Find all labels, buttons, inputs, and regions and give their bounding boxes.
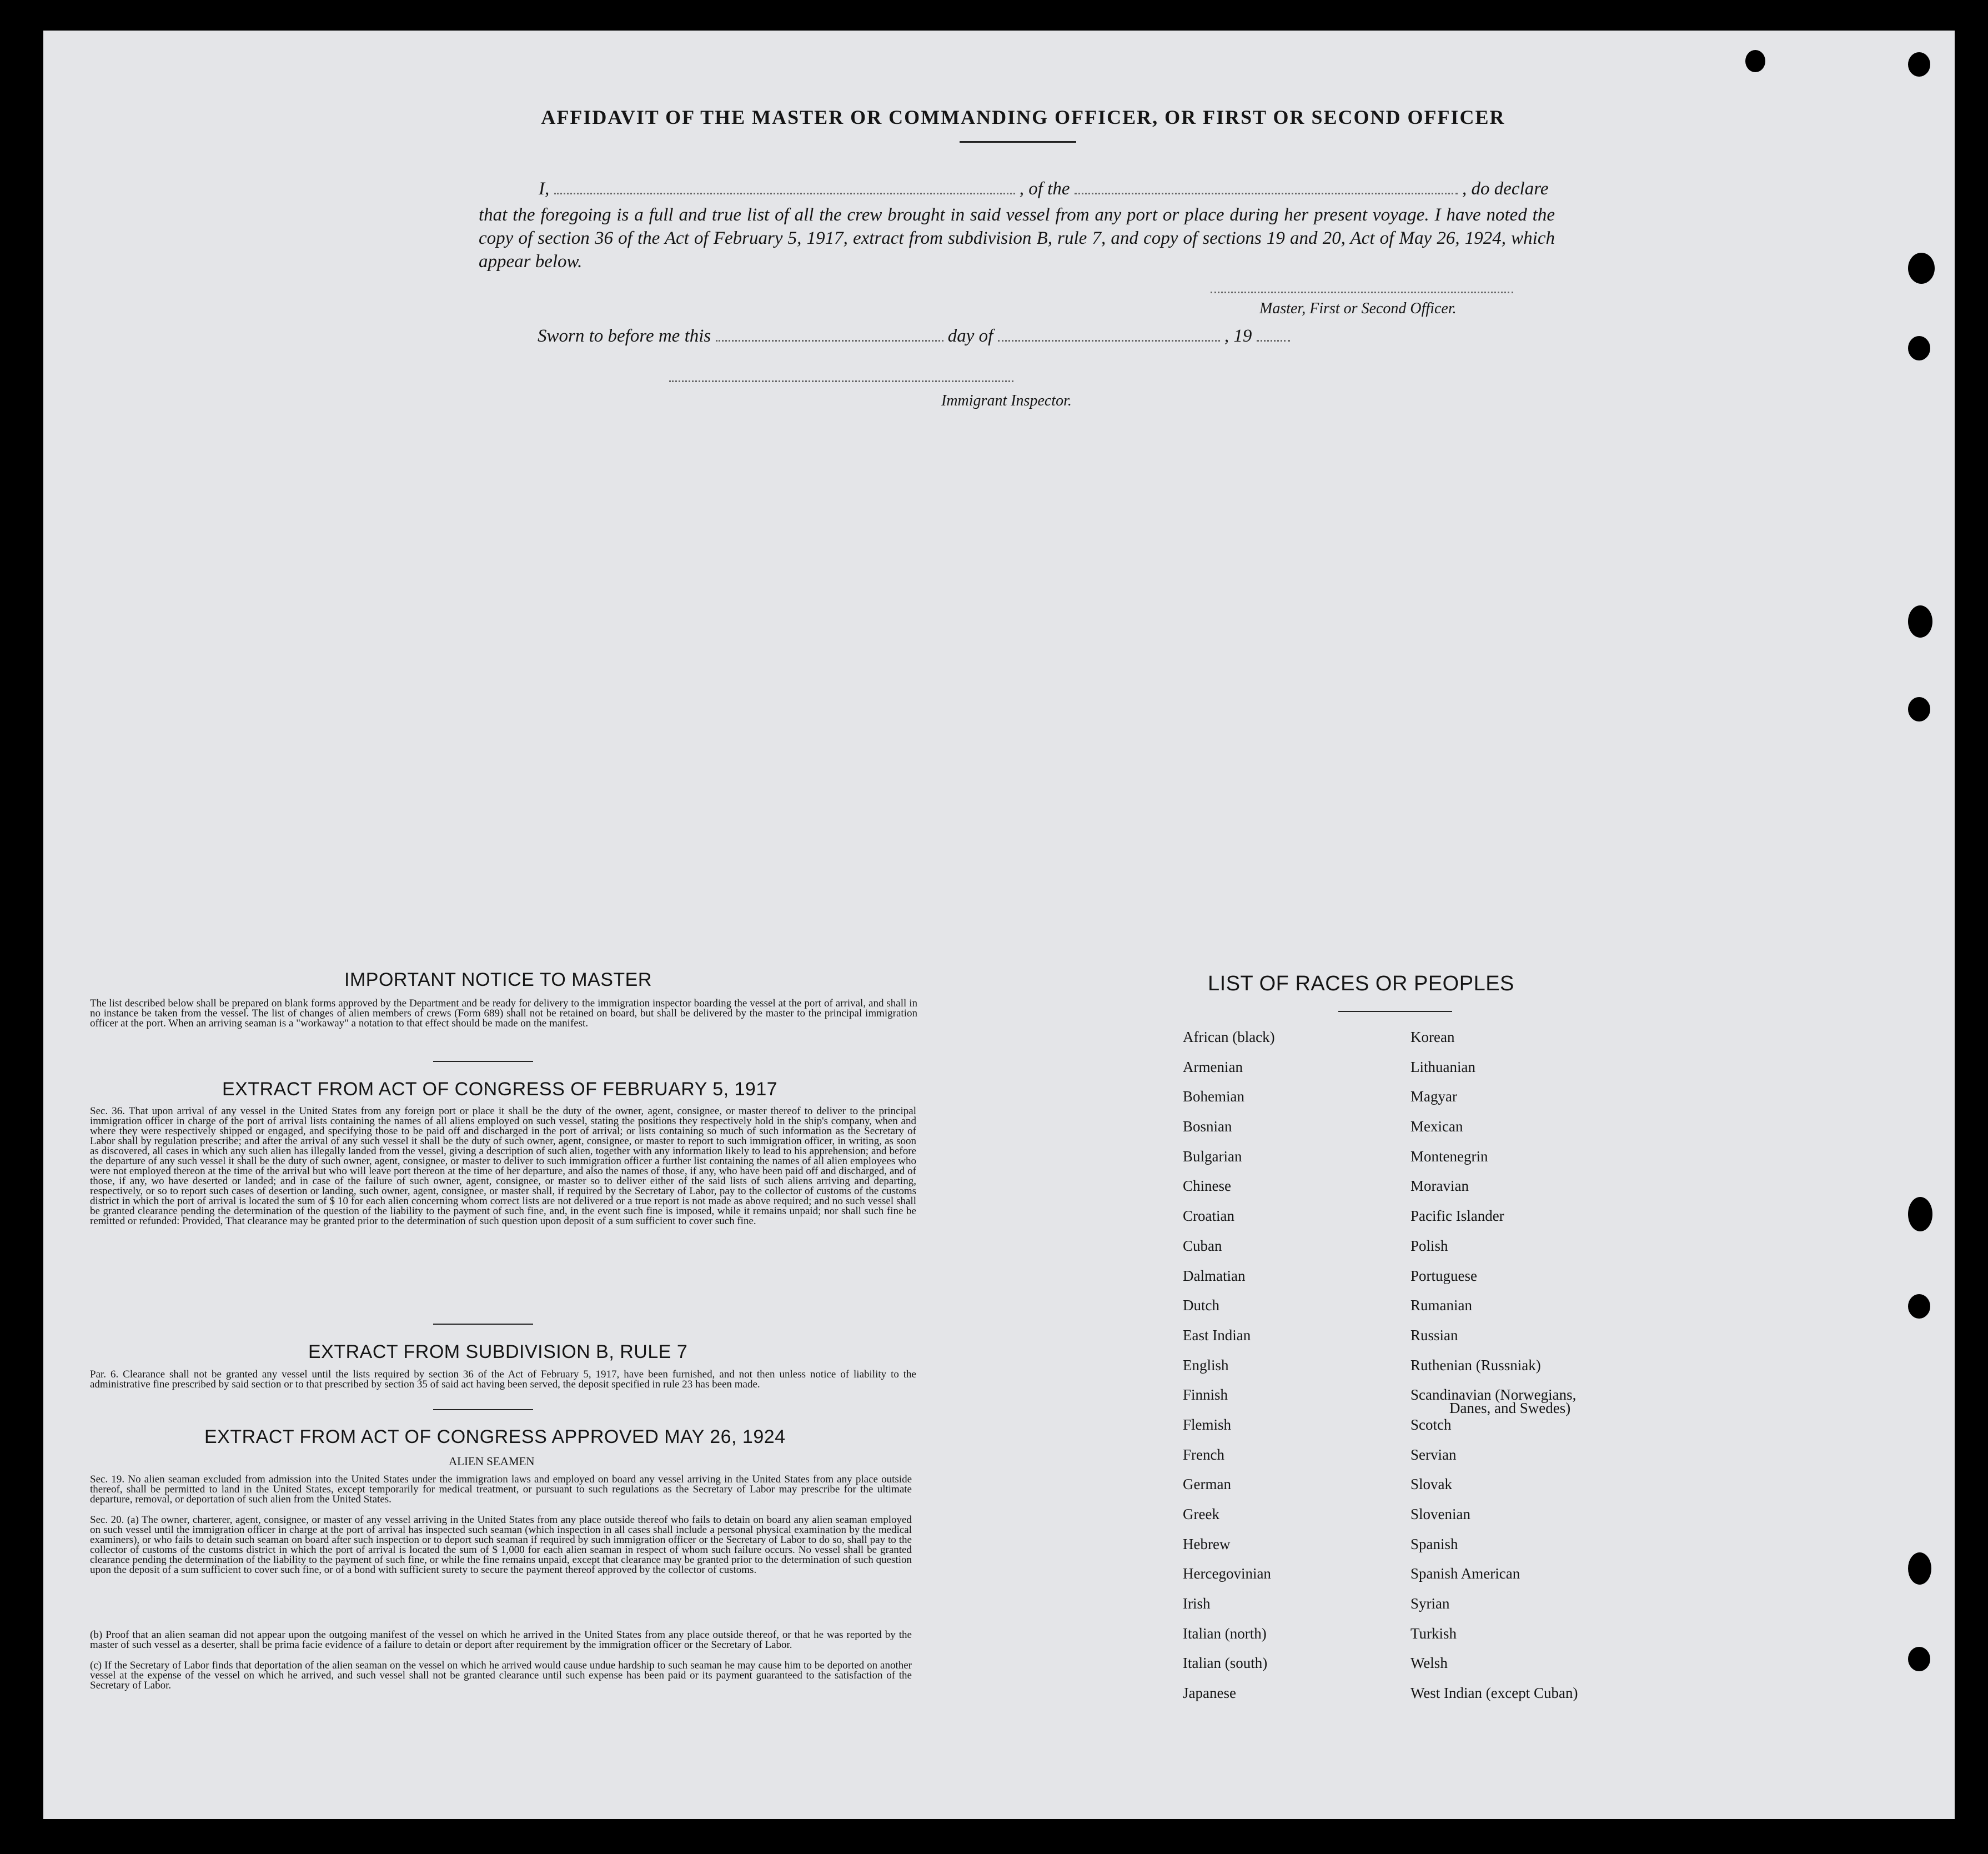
inspector-signature-label: Immigrant Inspector. xyxy=(941,392,1072,409)
race-item: Bosnian xyxy=(1183,1118,1232,1135)
race-item-continuation: Danes, and Swedes) xyxy=(1449,1400,1571,1416)
race-item: Rumanian xyxy=(1410,1297,1472,1314)
name-field[interactable] xyxy=(554,193,1015,194)
race-item: Spanish xyxy=(1410,1535,1458,1552)
race-item: East Indian xyxy=(1183,1326,1251,1344)
rule7-title: EXTRACT FROM SUBDIVISION B, RULE 7 xyxy=(308,1341,688,1362)
notice-text: The list described below shall be prepared on blank forms approved by the Department and be ready for delivery to the immigration inspector boarding the vessel at the port of arrival, and shall in no instance be taken from the vessel. The list of changes of alien members of crews (Form 689) shall not be retained on board, but shall be delivered by the master to the principal immigration officer at the port. When an arriving seaman is a "workaway" a notation to that effect should be made on the manifest. xyxy=(90,998,917,1029)
race-item: Portuguese xyxy=(1410,1267,1477,1284)
race-item: Korean xyxy=(1410,1029,1455,1045)
race-item: Turkish xyxy=(1410,1625,1457,1642)
race-item: Spanish American xyxy=(1410,1565,1520,1582)
sec20b-text: (b) Proof that an alien seaman did not appear upon the outgoing manifest of the vessel on which he arrived in the United States from any place outside thereof, or that he was reported by the master of such vessel as a deserter, shall be prima facie evidence of a failure to detain or deport after requirement by the immigration officer or the Secretary of Labor. xyxy=(90,1629,912,1651)
race-item: Lithuanian xyxy=(1410,1058,1475,1075)
sec20c-text: (c) If the Secretary of Labor finds that deportation of the alien seaman on the vessel on which he arrived would cause undue hardship to such seaman he may cause him to be deported on another vessel at the expense of the vessel on which he arrived, and such vessel shall not be granted clearance until such expense has been paid or its payment guaranteed to the satisfaction of the Secretary of Labor. xyxy=(90,1660,912,1691)
race-item: Japanese xyxy=(1183,1685,1236,1702)
title-underline xyxy=(960,141,1076,143)
race-item: English xyxy=(1183,1356,1229,1374)
rule7-text: Par. 6. Clearance shall not be granted any vessel until the lists required by section 36 of the Act of February 5, 1917, have been furnished, and not then unless notice of liability to the administrative fine prescribed by said section or to that prescribed by section 35 of said act having been served, the deposit specified in rule 23 has been made. xyxy=(90,1369,916,1390)
affidavit-title: AFFIDAVIT OF THE MASTER OR COMMANDING OFFICER, OR FIRST OR SECOND OFFICER xyxy=(541,106,1505,128)
sec20a-text: Sec. 20. (a) The owner, charterer, agent, consignee, or master of any vessel arriving in the United States from any place outside thereof who fails to detain on board any alien seaman employed on such vessel until the immigration officer in charge at the port of arrival has inspected such seaman (which inspection in all cases shall include a personal physical examination by the medical examiners), or who fails to detain such seaman on board after such inspection or to deport such seaman if required by such immigration officer or the Secretary of Labor to do so, shall pay to the collector of customs of the customs district in which the port of arrival is located the sum of $ 1,000 for each alien seaman in respect of whom such failure occurs. No vessel shall be granted clearance pending the determination of the liability to the payment of such fine, or while the fine remains unpaid, except that clearance may be granted prior to the determination of such question upon the deposit of a sum sufficient to cover such fine, or of a bond with sufficient surety to secure the payment thereof approved by the collector of customs. xyxy=(90,1514,912,1576)
day-of-label: day of xyxy=(947,326,993,346)
extract-1917-title: EXTRACT FROM ACT OF CONGRESS OF FEBRUARY 5, 1917 xyxy=(222,1079,778,1100)
race-item: Greek xyxy=(1183,1506,1219,1522)
binder-hole xyxy=(1908,336,1930,360)
binder-hole xyxy=(1908,1552,1931,1585)
race-item: Flemish xyxy=(1183,1416,1232,1433)
i-label: I, xyxy=(539,179,550,199)
year-field[interactable] xyxy=(1257,340,1290,342)
do-declare-label: , do declare xyxy=(1462,179,1549,199)
master-signature-field[interactable] xyxy=(1211,292,1513,293)
binder-hole xyxy=(1908,605,1932,638)
race-item: Pacific Islander xyxy=(1410,1207,1504,1225)
extract-1924-title: EXTRACT FROM ACT OF CONGRESS APPROVED MAY 26, 1924 xyxy=(204,1426,786,1447)
race-item: Italian (south) xyxy=(1183,1655,1268,1672)
races-underline xyxy=(1338,1011,1452,1012)
race-item: Hebrew xyxy=(1183,1535,1231,1552)
race-item: Polish xyxy=(1410,1237,1448,1254)
race-item: Montenegrin xyxy=(1410,1148,1488,1165)
race-item: Bohemian xyxy=(1183,1088,1244,1105)
divider xyxy=(433,1061,533,1062)
divider xyxy=(433,1324,533,1325)
notice-title: IMPORTANT NOTICE TO MASTER xyxy=(344,969,652,990)
extract-1924-subtitle: ALIEN SEAMEN xyxy=(449,1455,535,1468)
race-item: Syrian xyxy=(1410,1595,1450,1612)
year-label: , 19 xyxy=(1224,326,1252,346)
race-item: German xyxy=(1183,1476,1231,1493)
race-item: Croatian xyxy=(1183,1207,1234,1225)
sworn-line xyxy=(538,326,1290,347)
race-item: Bulgarian xyxy=(1183,1148,1242,1165)
race-item: Slovak xyxy=(1410,1476,1453,1493)
race-item: Welsh xyxy=(1410,1655,1448,1672)
binder-hole xyxy=(1908,253,1935,284)
binder-hole xyxy=(1908,1197,1932,1231)
race-item: Chinese xyxy=(1183,1177,1231,1195)
vessel-field[interactable] xyxy=(1075,193,1458,194)
inspector-signature-field[interactable] xyxy=(669,380,1013,382)
race-item: Hercegovinian xyxy=(1183,1565,1271,1582)
sec19-text: Sec. 19. No alien seaman excluded from admission into the United States under the immigration laws and employed on board any vessel arriving in the United States from any place outside thereof, shall be permitted to land in the United States, except temporarily for medical treatment, or pursuant to such regulations as the Secretary of Labor may prescribe for the ultimate departure, removal, or deportation of such alien from the United States. xyxy=(90,1474,912,1505)
master-signature-label: Master, First or Second Officer. xyxy=(1259,300,1457,317)
binder-hole xyxy=(1908,697,1930,721)
race-item: Italian (north) xyxy=(1183,1625,1267,1642)
affidavit-paragraph: that the foregoing is a full and true list of all the crew brought in said vessel from any port or place during her present voyage. I have noted the copy of section 36 of the Act of February 5, 1917, extract from subdivision B, rule 7, and copy of sections 19 and 20, Act of May 26, 1924, which appear below. xyxy=(479,205,1555,272)
race-item: Servian xyxy=(1410,1446,1457,1463)
declarant-line xyxy=(539,179,1548,199)
race-item: Cuban xyxy=(1183,1237,1222,1254)
race-item: Mexican xyxy=(1410,1118,1463,1135)
sworn-label: Sworn to before me this xyxy=(538,326,711,346)
race-item: French xyxy=(1183,1446,1224,1463)
race-item: Scandinavian (Norwegians, xyxy=(1410,1386,1577,1404)
race-item: West Indian (except Cuban) xyxy=(1410,1685,1578,1702)
race-item: Slovenian xyxy=(1410,1506,1470,1522)
extract-1917-text: Sec. 36. That upon arrival of any vessel in the United States from any foreign port or place it shall be the duty of the owner, agent, consignee, or master thereof to deliver to the principal immigration officer in charge of the port of arrival lists containing the names of all aliens employed on such vessel, stating the positions they respectively hold in the ship's company, when and where they were respectively shipped or engaged, and specifying those to be paid off and discharged in the port of arrival; or lists containing so much of such information as the Secretary of Labor shall by regulation prescribe; and after the arrival of any such vessel it shall be the duty of such owner, agent, consignee, or master to report to such immigration officer, in writing, as soon as discovered, all cases in which any such alien has illegally landed from the vessel, giving a description of such alien, together with any information likely to lead to his apprehension; and before the departure of any such vessel it shall be the duty of such owner, agent, consignee, or master to deliver to such immigration officer a further list containing the names of all alien employees who were not employed thereon at the time of the arrival but who will leave port thereon at the time of her departure, and also the names of those, if any, who have been paid off and discharged, and of those, if any, wo have deserted or landed; and in case of the failure of such owner, agent, consignee, or master so to deliver either of the said lists of such aliens arriving and departing, respectively, or so to report such cases of desertion or landing, such owner, agent, consignee, or master shall, if required by the Secretary of Labor, pay to the collector of customs of the customs district in which the port of arrival is located the sum of $ 10 for each alien concerning whom correct lists are not delivered or a true report is not made as above required; and no such vessel shall be granted clearance pending the determination of the question of the liability to the payment of such fine, and, in the event such fine is imposed, while it remains unpaid; nor shall such fine be remitted or refunded: Provided, That clearance may be granted prior to the determination of such question upon deposit of a sum sufficient to cover such fine. xyxy=(90,1105,916,1227)
races-right-column xyxy=(1410,1029,1578,1715)
day-field[interactable] xyxy=(716,340,943,342)
race-item: Magyar xyxy=(1410,1088,1457,1105)
races-title: LIST OF RACES OR PEOPLES xyxy=(1208,972,1514,995)
divider xyxy=(433,1409,533,1410)
race-item: African (black) xyxy=(1183,1029,1275,1045)
race-item: Dalmatian xyxy=(1183,1267,1246,1284)
month-field[interactable] xyxy=(998,340,1220,342)
race-item: Armenian xyxy=(1183,1058,1243,1075)
race-item: Irish xyxy=(1183,1595,1211,1612)
race-item: Russian xyxy=(1410,1326,1458,1344)
races-left-column xyxy=(1183,1029,1275,1715)
binder-hole xyxy=(1745,50,1765,72)
binder-hole xyxy=(1908,1647,1930,1671)
race-item: Moravian xyxy=(1410,1177,1469,1195)
race-item: Dutch xyxy=(1183,1297,1219,1314)
binder-hole xyxy=(1908,1294,1930,1319)
race-item: Finnish xyxy=(1183,1386,1228,1404)
of-the-label: , of the xyxy=(1019,179,1070,199)
binder-hole xyxy=(1908,52,1930,77)
race-item: Ruthenian (Russniak) xyxy=(1410,1356,1541,1374)
race-item: Scotch xyxy=(1410,1416,1452,1433)
